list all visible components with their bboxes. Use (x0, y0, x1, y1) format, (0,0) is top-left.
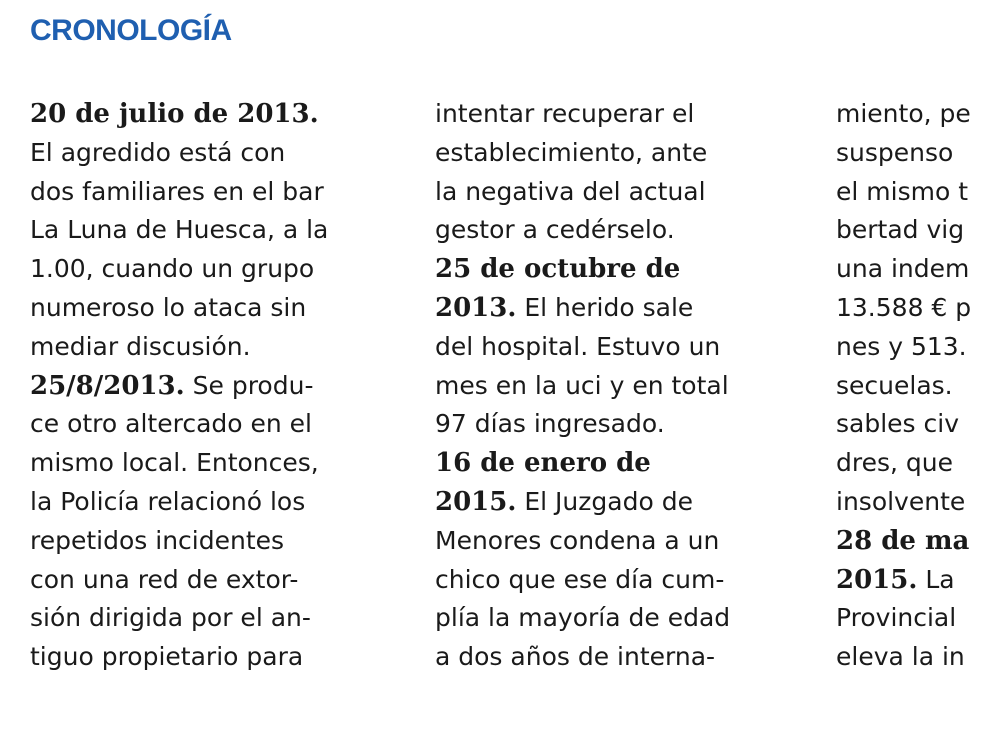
text-line (30, 638, 390, 677)
body-text: establecimiento, ante (435, 137, 708, 167)
text-line (836, 444, 990, 483)
text-line (30, 522, 390, 561)
body-text: tiguo propietario para (30, 642, 304, 672)
text-line (836, 95, 990, 134)
text-line (836, 289, 990, 328)
body-text: El agredido está con (30, 137, 286, 167)
text-line (836, 405, 990, 444)
article-column-1 (30, 95, 390, 677)
text-line (836, 211, 990, 250)
body-text: mismo local. Entonces, (30, 448, 319, 478)
text-line (30, 444, 390, 483)
body-text: sión dirigida por el an- (30, 603, 311, 633)
text-line (836, 638, 990, 677)
text-line (435, 95, 795, 134)
body-text: El herido sale (516, 292, 694, 322)
body-text: El Juzgado de (516, 486, 693, 516)
text-line (836, 250, 990, 289)
text-line (30, 405, 390, 444)
body-text: a dos años de interna- (435, 642, 716, 672)
text-line (435, 405, 795, 444)
body-text: la negativa del actual (435, 176, 706, 206)
body-text: mes en la uci y en total (435, 370, 729, 400)
text-line (30, 211, 390, 250)
date-heading: 2015. (836, 564, 918, 595)
body-text: ce otro altercado en el (30, 409, 312, 439)
text-line (836, 134, 990, 173)
body-text: miento, pe (836, 99, 971, 128)
article-column-2 (435, 95, 795, 677)
body-text: bertad vig (836, 215, 965, 245)
text-line (30, 561, 390, 600)
date-heading: 25/8/2013. (30, 370, 185, 401)
body-text: Se produ- (184, 370, 314, 400)
text-line (435, 561, 795, 600)
text-line (435, 134, 795, 173)
text-line (30, 95, 390, 134)
article-column-3 (836, 95, 990, 677)
text-line (30, 289, 390, 328)
body-text: intentar recuperar el (435, 99, 695, 128)
text-line (836, 599, 990, 638)
body-text: eleva la in (836, 642, 965, 672)
text-line (30, 173, 390, 212)
body-text: gestor a cedérselo. (435, 215, 675, 245)
text-line (435, 444, 795, 483)
body-text: 97 días ingresado. (435, 409, 665, 439)
text-line (435, 367, 795, 406)
text-line (836, 561, 990, 600)
body-text: numeroso lo ataca sin (30, 292, 307, 322)
text-line (30, 328, 390, 367)
date-heading: 25 de octubre de (435, 254, 681, 285)
body-text: plía la mayoría de edad (435, 603, 731, 633)
text-line (836, 328, 990, 367)
body-text: el mismo t (836, 176, 968, 206)
text-line (435, 173, 795, 212)
body-text: dos familiares en el bar (30, 176, 324, 206)
body-text: La Luna de Huesca, a la (30, 215, 329, 245)
text-line (435, 211, 795, 250)
body-text: Provincial (836, 603, 957, 633)
body-text: 13.588 € p (836, 292, 972, 322)
text-line (836, 367, 990, 406)
section-title: CRONOLOGÍA (30, 14, 232, 47)
date-heading: 20 de julio de 2013. (30, 99, 319, 129)
text-line (836, 483, 990, 522)
text-line (836, 522, 990, 561)
text-line (30, 250, 390, 289)
text-line (435, 522, 795, 561)
body-text: con una red de extor- (30, 564, 299, 594)
body-text: nes y 513. (836, 331, 967, 361)
text-line (435, 328, 795, 367)
body-text: secuelas. (836, 370, 953, 400)
text-line (30, 367, 390, 406)
text-line (435, 289, 795, 328)
text-line (30, 599, 390, 638)
body-text: dres, que (836, 448, 953, 478)
body-text: la Policía relacionó los (30, 486, 306, 516)
body-text: 1.00, cuando un grupo (30, 254, 315, 284)
body-text: una indem (836, 254, 970, 284)
date-heading: 28 de ma (836, 525, 970, 556)
date-heading: 2013. (435, 292, 517, 323)
date-heading: 2015. (435, 486, 517, 517)
body-text: del hospital. Estuvo un (435, 331, 721, 361)
text-line (836, 173, 990, 212)
body-text: repetidos incidentes (30, 525, 285, 555)
text-line (30, 483, 390, 522)
body-text: Menores condena a un (435, 525, 720, 555)
text-line (435, 599, 795, 638)
body-text: insolvente (836, 486, 966, 516)
text-line (435, 638, 795, 677)
date-heading: 16 de enero de (435, 448, 651, 479)
body-text: sables civ (836, 409, 959, 439)
body-text: chico que ese día cum- (435, 564, 725, 594)
clipped-column-viewport (836, 0, 990, 742)
text-line (30, 134, 390, 173)
body-text: La (917, 564, 955, 594)
body-text: mediar discusión. (30, 331, 251, 361)
text-line (435, 483, 795, 522)
body-text: suspenso (836, 137, 954, 167)
text-line (435, 250, 795, 289)
